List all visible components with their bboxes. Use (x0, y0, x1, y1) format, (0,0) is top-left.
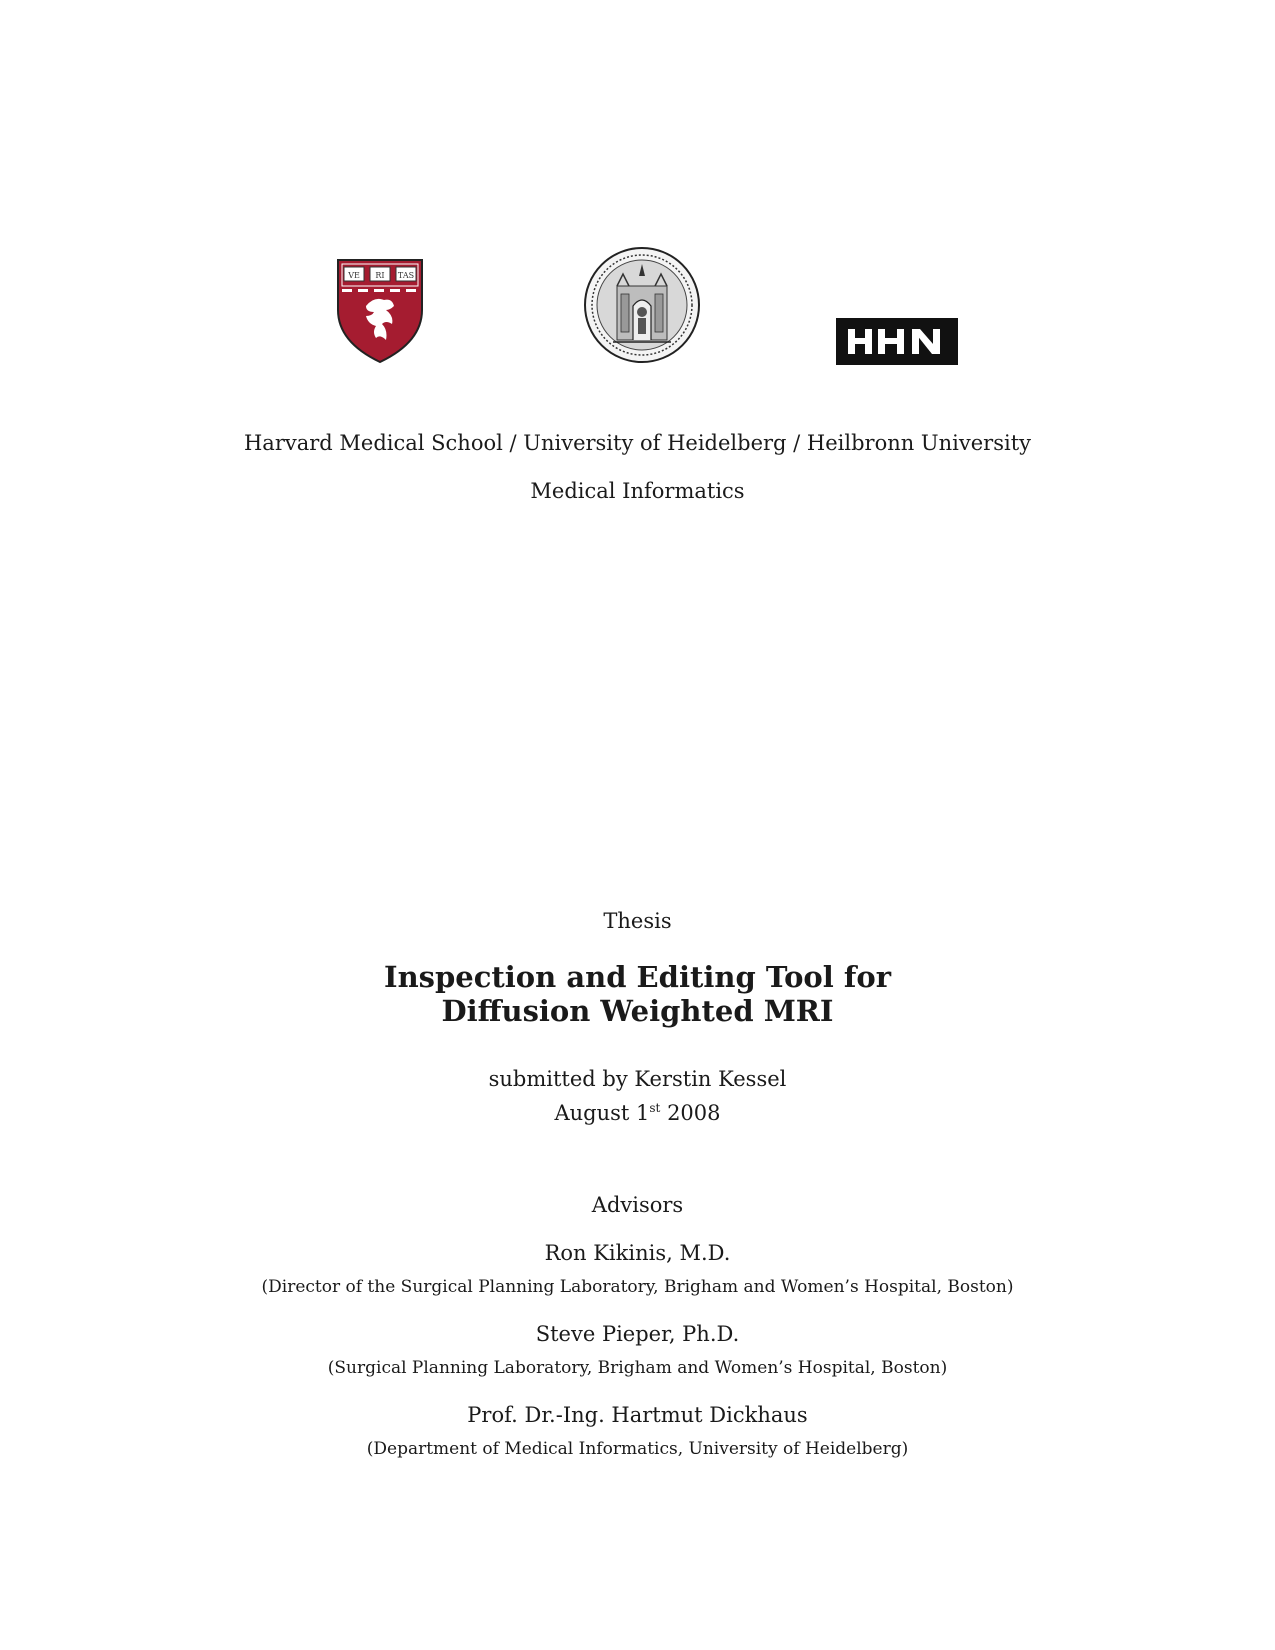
thesis-title-line-2: Diffusion Weighted MRI (441, 994, 834, 1028)
institutions-line: Harvard Medical School / University of Heidelberg / Heilbronn University (243, 431, 1032, 455)
advisor-name: Ron Kikinis, M.D. (544, 1241, 731, 1265)
svg-text:RI: RI (375, 271, 385, 280)
harvard-shield-icon (336, 258, 424, 364)
submission-date (0, 1100, 1275, 1126)
advisor-affiliation: (Director of the Surgical Planning Laboratory, Brigham and Women’s Hospital, Boston) (261, 1277, 1014, 1297)
advisor-name: Prof. Dr.-Ing. Hartmut Dickhaus (467, 1403, 808, 1427)
document-type: Thesis (603, 909, 672, 933)
hhn-logo-icon (836, 318, 958, 365)
advisor-affiliation: (Department of Medical Informatics, University of Heidelberg) (366, 1439, 909, 1459)
department-line: Medical Informatics (530, 479, 745, 503)
advisors-heading: Advisors (591, 1193, 684, 1217)
date-suffix: st (649, 1101, 661, 1115)
date-year: 2008 (667, 1101, 721, 1125)
advisor-name: Steve Pieper, Ph.D. (535, 1322, 740, 1346)
svg-text:TAS: TAS (397, 271, 415, 280)
submitted-by: submitted by Kerstin Kessel (488, 1067, 787, 1091)
date-month-day: August 1 (554, 1101, 650, 1125)
advisor-affiliation: (Surgical Planning Laboratory, Brigham and Women’s Hospital, Boston) (327, 1358, 948, 1378)
svg-text:VE: VE (348, 271, 360, 280)
heidelberg-seal-icon (583, 246, 701, 364)
thesis-title-line-1: Inspection and Editing Tool for (384, 960, 891, 994)
